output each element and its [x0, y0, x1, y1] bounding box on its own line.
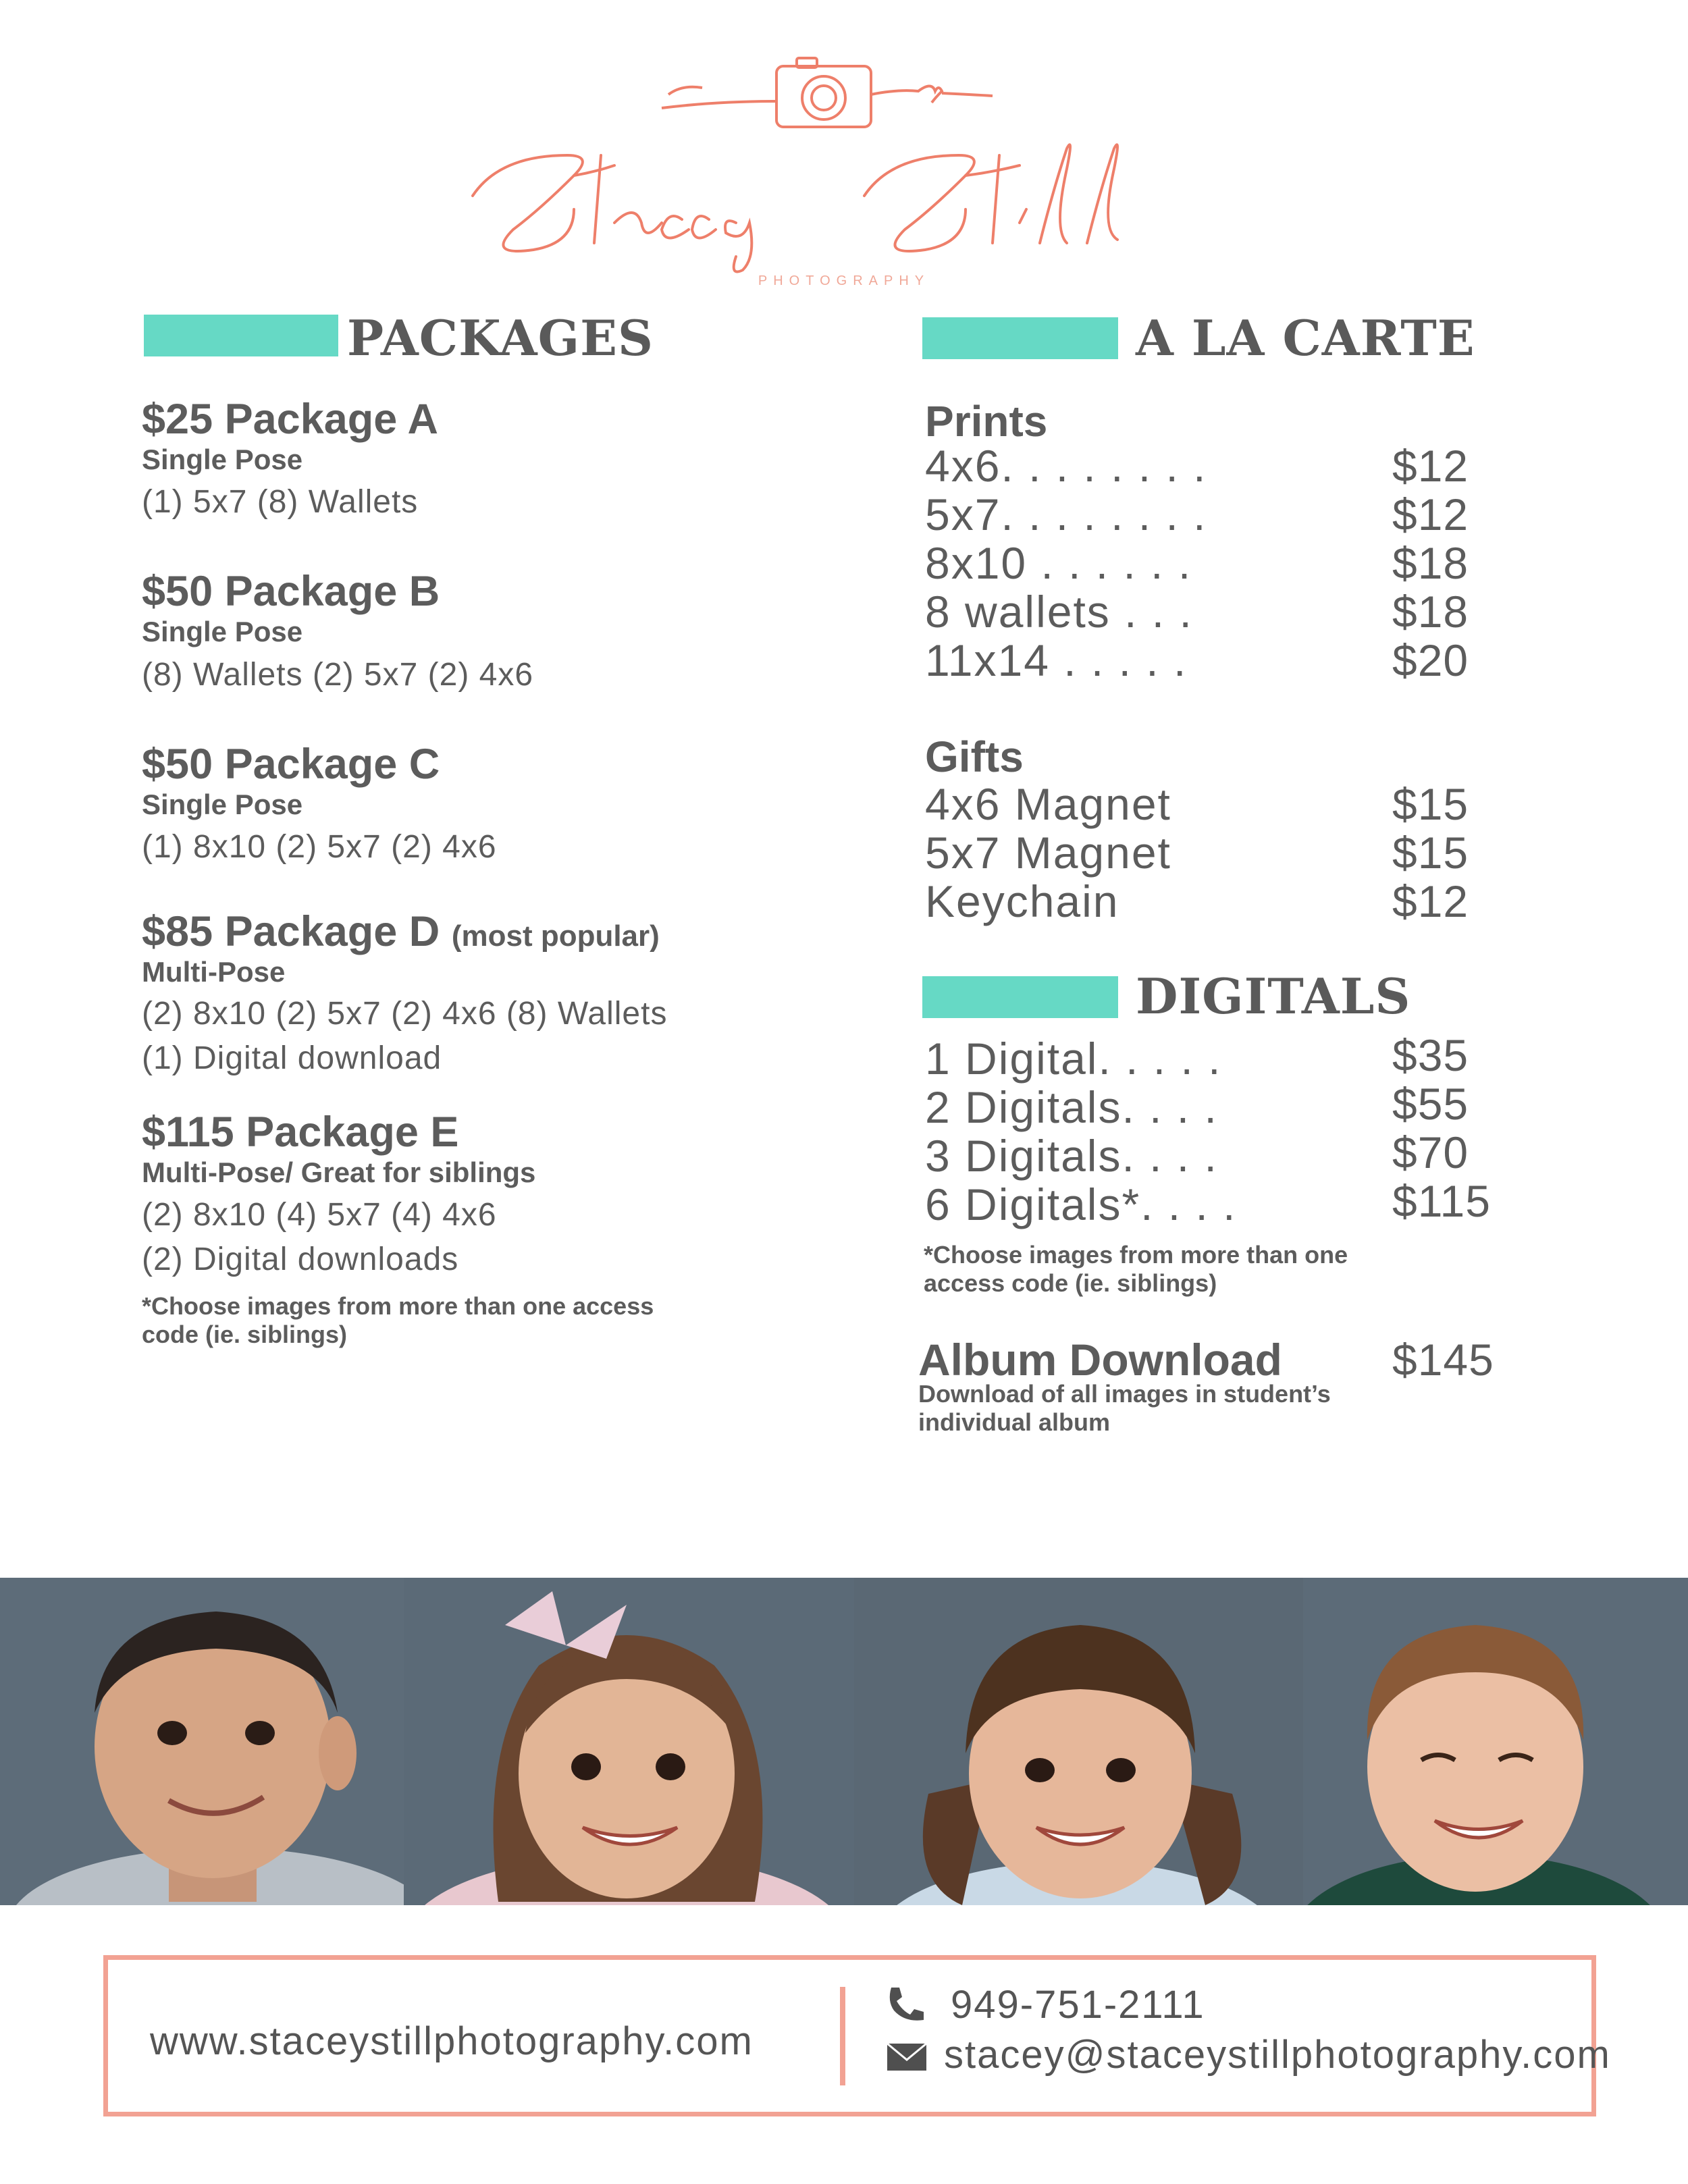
gift-price: $12	[1392, 876, 1469, 926]
gift-item: Keychain	[925, 876, 1119, 926]
gift-price: $15	[1392, 828, 1469, 878]
gift-item: 4x6 Magnet	[925, 779, 1171, 829]
digital-price: $70	[1392, 1127, 1469, 1177]
package-a-title: $25 Package A	[142, 396, 438, 443]
album-download-title: Album Download	[918, 1335, 1282, 1385]
child-photo-1	[0, 1578, 404, 1905]
phone-icon	[885, 1983, 926, 2025]
email-link[interactable]: stacey@staceystillphotography.com	[944, 2033, 1611, 2077]
digital-price: $35	[1392, 1030, 1469, 1080]
print-price: $12	[1392, 441, 1469, 491]
print-item: 5x7. . . . . . . .	[925, 489, 1207, 539]
package-b-title: $50 Package B	[142, 568, 440, 615]
digital-price: $115	[1392, 1176, 1491, 1226]
packages-header: PACKAGES	[347, 309, 654, 367]
package-a-sub: Single Pose	[142, 444, 303, 475]
print-item: 8x10 . . . . . .	[925, 538, 1192, 588]
package-d-title	[142, 907, 660, 956]
print-price: $12	[1392, 489, 1469, 539]
digital-item: 3 Digitals. . . .	[925, 1131, 1218, 1181]
mail-icon	[886, 2042, 928, 2072]
package-c-line: (1) 8x10 (2) 5x7 (2) 4x6	[142, 829, 497, 865]
section-accent-bar	[144, 315, 338, 356]
package-d-sub: Multi-Pose	[142, 956, 286, 988]
package-b-line: (8) Wallets (2) 5x7 (2) 4x6	[142, 657, 534, 693]
print-item: 8 wallets . . .	[925, 587, 1193, 637]
logo-subtitle: PHOTOGRAPHY	[758, 273, 930, 288]
gifts-title: Gifts	[925, 733, 1024, 781]
package-e-title: $115 Package E	[142, 1109, 459, 1156]
gift-item: 5x7 Magnet	[925, 828, 1171, 878]
photo-strip	[0, 1578, 1688, 1905]
package-c-title: $50 Package C	[142, 741, 440, 788]
album-download-desc: Download of all images in student’s individual album	[918, 1380, 1331, 1436]
print-price: $18	[1392, 587, 1469, 637]
child-photo-3	[854, 1578, 1303, 1905]
child-photo-4	[1303, 1578, 1688, 1905]
gift-price: $15	[1392, 779, 1469, 829]
album-download-price: $145	[1392, 1335, 1494, 1385]
brand-logo	[459, 54, 1215, 277]
digital-price: $55	[1392, 1079, 1469, 1129]
print-price: $18	[1392, 538, 1469, 588]
phone-number[interactable]: 949-751-2111	[951, 1983, 1205, 2027]
package-d-title-text: $85 Package D	[142, 908, 440, 955]
section-accent-bar	[922, 976, 1118, 1018]
website-link[interactable]: www.staceystillphotography.com	[150, 2019, 754, 2063]
camera-icon	[662, 58, 993, 127]
package-e-sub: Multi-Pose/ Great for siblings	[142, 1156, 536, 1188]
package-d-line-1: (2) 8x10 (2) 5x7 (2) 4x6 (8) Wallets	[142, 996, 668, 1032]
print-item: 4x6. . . . . . . .	[925, 441, 1207, 491]
digital-item: 1 Digital. . . . .	[925, 1034, 1222, 1084]
package-d-note: (most popular)	[451, 920, 660, 953]
package-a-line: (1) 5x7 (8) Wallets	[142, 484, 419, 520]
digitals-footnote: *Choose images from more than one access code (ie. siblings)	[924, 1241, 1348, 1297]
contact-divider	[840, 1987, 845, 2085]
digital-item: 6 Digitals*. . . .	[925, 1179, 1237, 1229]
section-accent-bar	[922, 317, 1118, 359]
prints-title: Prints	[925, 397, 1048, 446]
package-e-line-1: (2) 8x10 (4) 5x7 (4) 4x6	[142, 1197, 497, 1233]
package-c-sub: Single Pose	[142, 789, 303, 820]
digitals-header: DIGITALS	[1136, 967, 1411, 1025]
package-d-line-2: (1) Digital download	[142, 1040, 442, 1076]
print-item: 11x14 . . . . .	[925, 635, 1188, 685]
digital-item: 2 Digitals. . . .	[925, 1082, 1218, 1132]
packages-footnote: *Choose images from more than one access code (ie. siblings)	[142, 1292, 654, 1348]
print-price: $20	[1392, 635, 1469, 685]
alacarte-header: A LA CARTE	[1136, 309, 1475, 367]
package-e-line-2: (2) Digital downloads	[142, 1242, 459, 1277]
child-photo-2	[404, 1578, 854, 1905]
package-b-sub: Single Pose	[142, 616, 303, 647]
